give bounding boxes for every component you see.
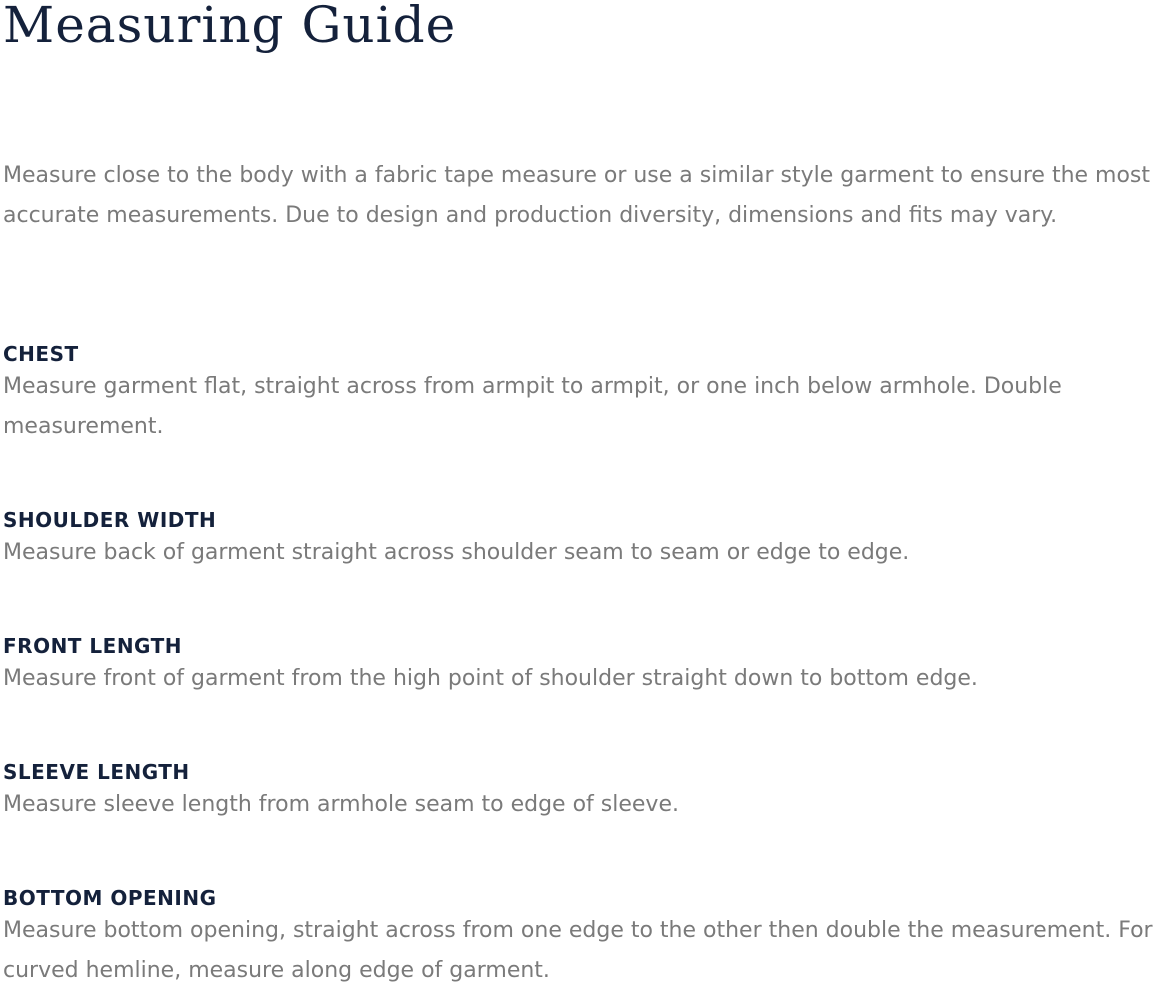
page-title: Measuring Guide (3, 0, 457, 54)
section-body-sleeve-length: Measure sleeve length from armhole seam to edge of sleeve. (3, 792, 679, 817)
section-chest (3, 341, 1167, 447)
section-body-bottom-opening: Measure bottom opening, straight across from one edge to the other then double the measurement. For curved hemline, measure along edge of garment. (3, 918, 1153, 983)
section-heading-sleeve-length: SLEEVE LENGTH (3, 760, 190, 784)
section-heading-front-length: FRONT LENGTH (3, 634, 182, 658)
section-heading-bottom-opening: BOTTOM OPENING (3, 886, 217, 910)
section-heading-chest: CHEST (3, 342, 79, 366)
section-heading-shoulder-width: SHOULDER WIDTH (3, 508, 217, 532)
section-sleeve-length (3, 759, 1167, 825)
intro-paragraph: Measure close to the body with a fabric tape measure or use a similar style garment to ensure the most accurate measurements. Due to design and production diversity, dimensions and fits may vary. (3, 163, 1151, 228)
section-body-shoulder-width: Measure back of garment straight across shoulder seam to seam or edge to edge. (3, 540, 910, 565)
section-shoulder-width (3, 507, 1167, 573)
section-front-length (3, 633, 1167, 699)
section-body-front-length: Measure front of garment from the high point of shoulder straight down to bottom edge. (3, 666, 978, 691)
section-body-chest: Measure garment flat, straight across from armpit to armpit, or one inch below armhole. Double measurement. (3, 374, 1062, 439)
section-bottom-opening (3, 885, 1167, 991)
